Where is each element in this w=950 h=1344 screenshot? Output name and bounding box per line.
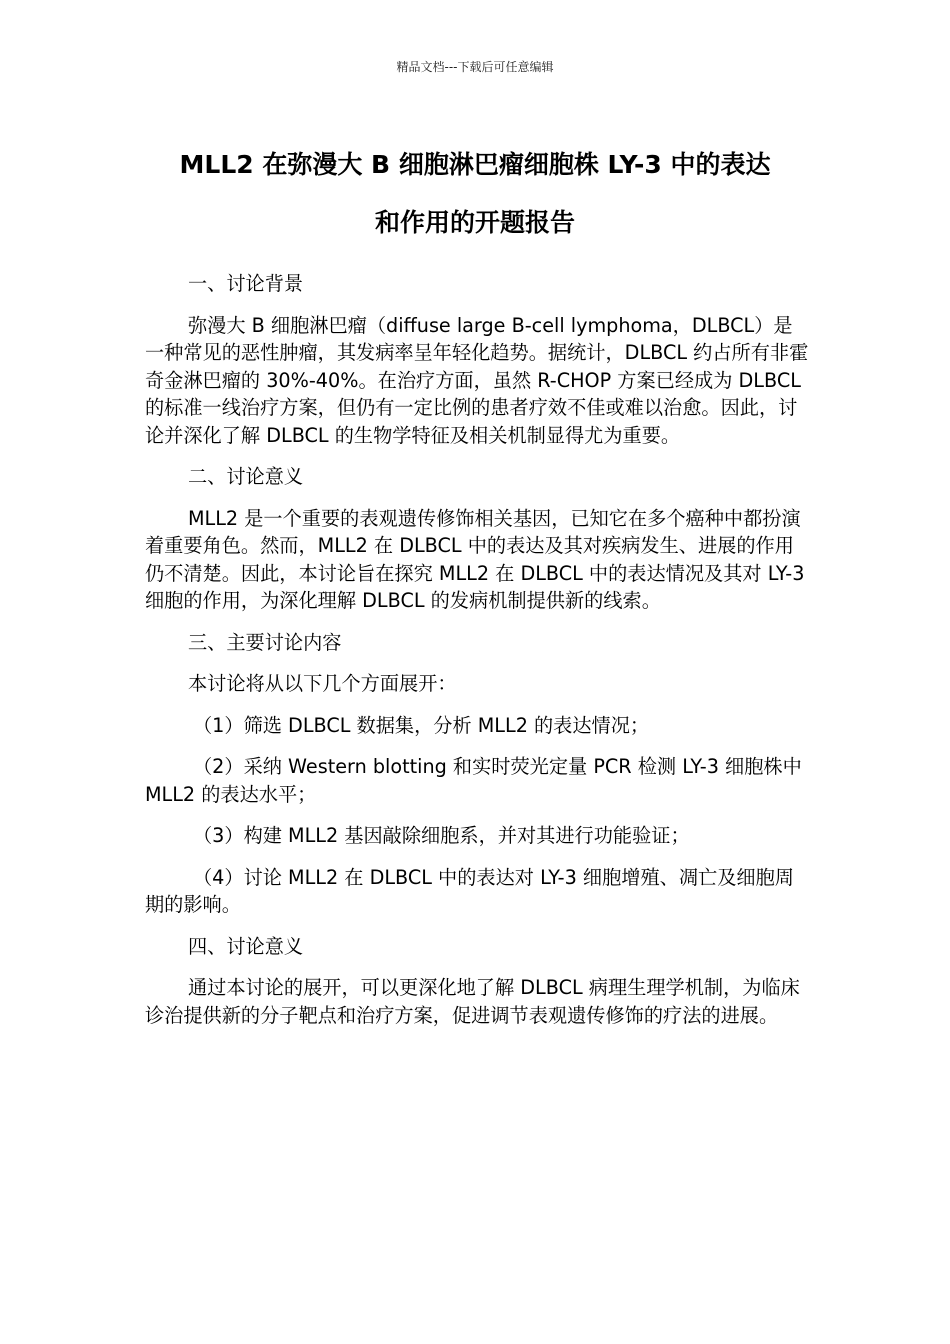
document-title: [120, 136, 830, 252]
list-item: （2）采纳 Western blotting 和实时荧光定量 PCR 检测 LY-3 细胞株中 MLL2 的表达水平；: [145, 755, 802, 806]
section-2-paragraph: MLL2 是一个重要的表观遗传修饰相关基因，已知它在多个癌种中都扮演着重要角色。然而，MLL2 在 DLBCL 中的表达及其对疾病发生、进展的作用仍不清楚。因此，本讨论旨在探究 MLL2 在 DLBCL 中的表达情况及其对 LY-3 细胞的作用，为深化理解 DLBCL 的发病机制提供新的线索。: [145, 506, 805, 612]
section-4-heading: 四、讨论意义: [188, 934, 304, 958]
section-1-paragraph: 弥漫大 B 细胞淋巴瘤（diffuse large B-cell lymphoma，DLBCL）是一种常见的恶性肿瘤，其发病率呈年轻化趋势。据统计，DLBCL 约占所有非霍奇金淋巴瘤的 30%-40%。在治疗方面，虽然 R-CHOP 方案已经成为 DLBCL 的标准一线治疗方案，但仍有一定比例的患者疗效不佳或难以治愈。因此，讨论并深化了解 DLBCL 的生物学特征及相关机制显得尤为重要。: [145, 313, 809, 447]
section-2-heading: 二、讨论意义: [188, 465, 304, 488]
list-item: （1）筛选 DLBCL 数据集，分析 MLL2 的表达情况；: [193, 713, 650, 737]
document-body: [145, 270, 810, 1043]
section-3-heading: 三、主要讨论内容: [188, 630, 342, 654]
section-3-intro: 本讨论将从以下几个方面展开：: [188, 672, 457, 695]
list-item: （3）构建 MLL2 基因敲除细胞系，并对其进行功能验证；: [193, 824, 690, 847]
section-4-paragraph: 通过本讨论的展开，可以更深化地了解 DLBCL 病理生理学机制，为临床诊治提供新的分子靶点和治疗方案，促进调节表观遗传修饰的疗法的进展。: [145, 976, 800, 1027]
list-item: （4）讨论 MLL2 在 DLBCL 中的表达对 LY-3 细胞增殖、凋亡及细胞周期的影响。: [145, 865, 794, 916]
page-header: 精品文档---下载后可任意编辑: [396, 60, 554, 74]
section-1-heading: 一、讨论背景: [188, 272, 304, 295]
title-line-1: MLL2 在弥漫大 B 细胞淋巴瘤细胞株 LY-3 中的表达: [179, 150, 771, 179]
title-line-2: 和作用的开题报告: [374, 208, 575, 237]
